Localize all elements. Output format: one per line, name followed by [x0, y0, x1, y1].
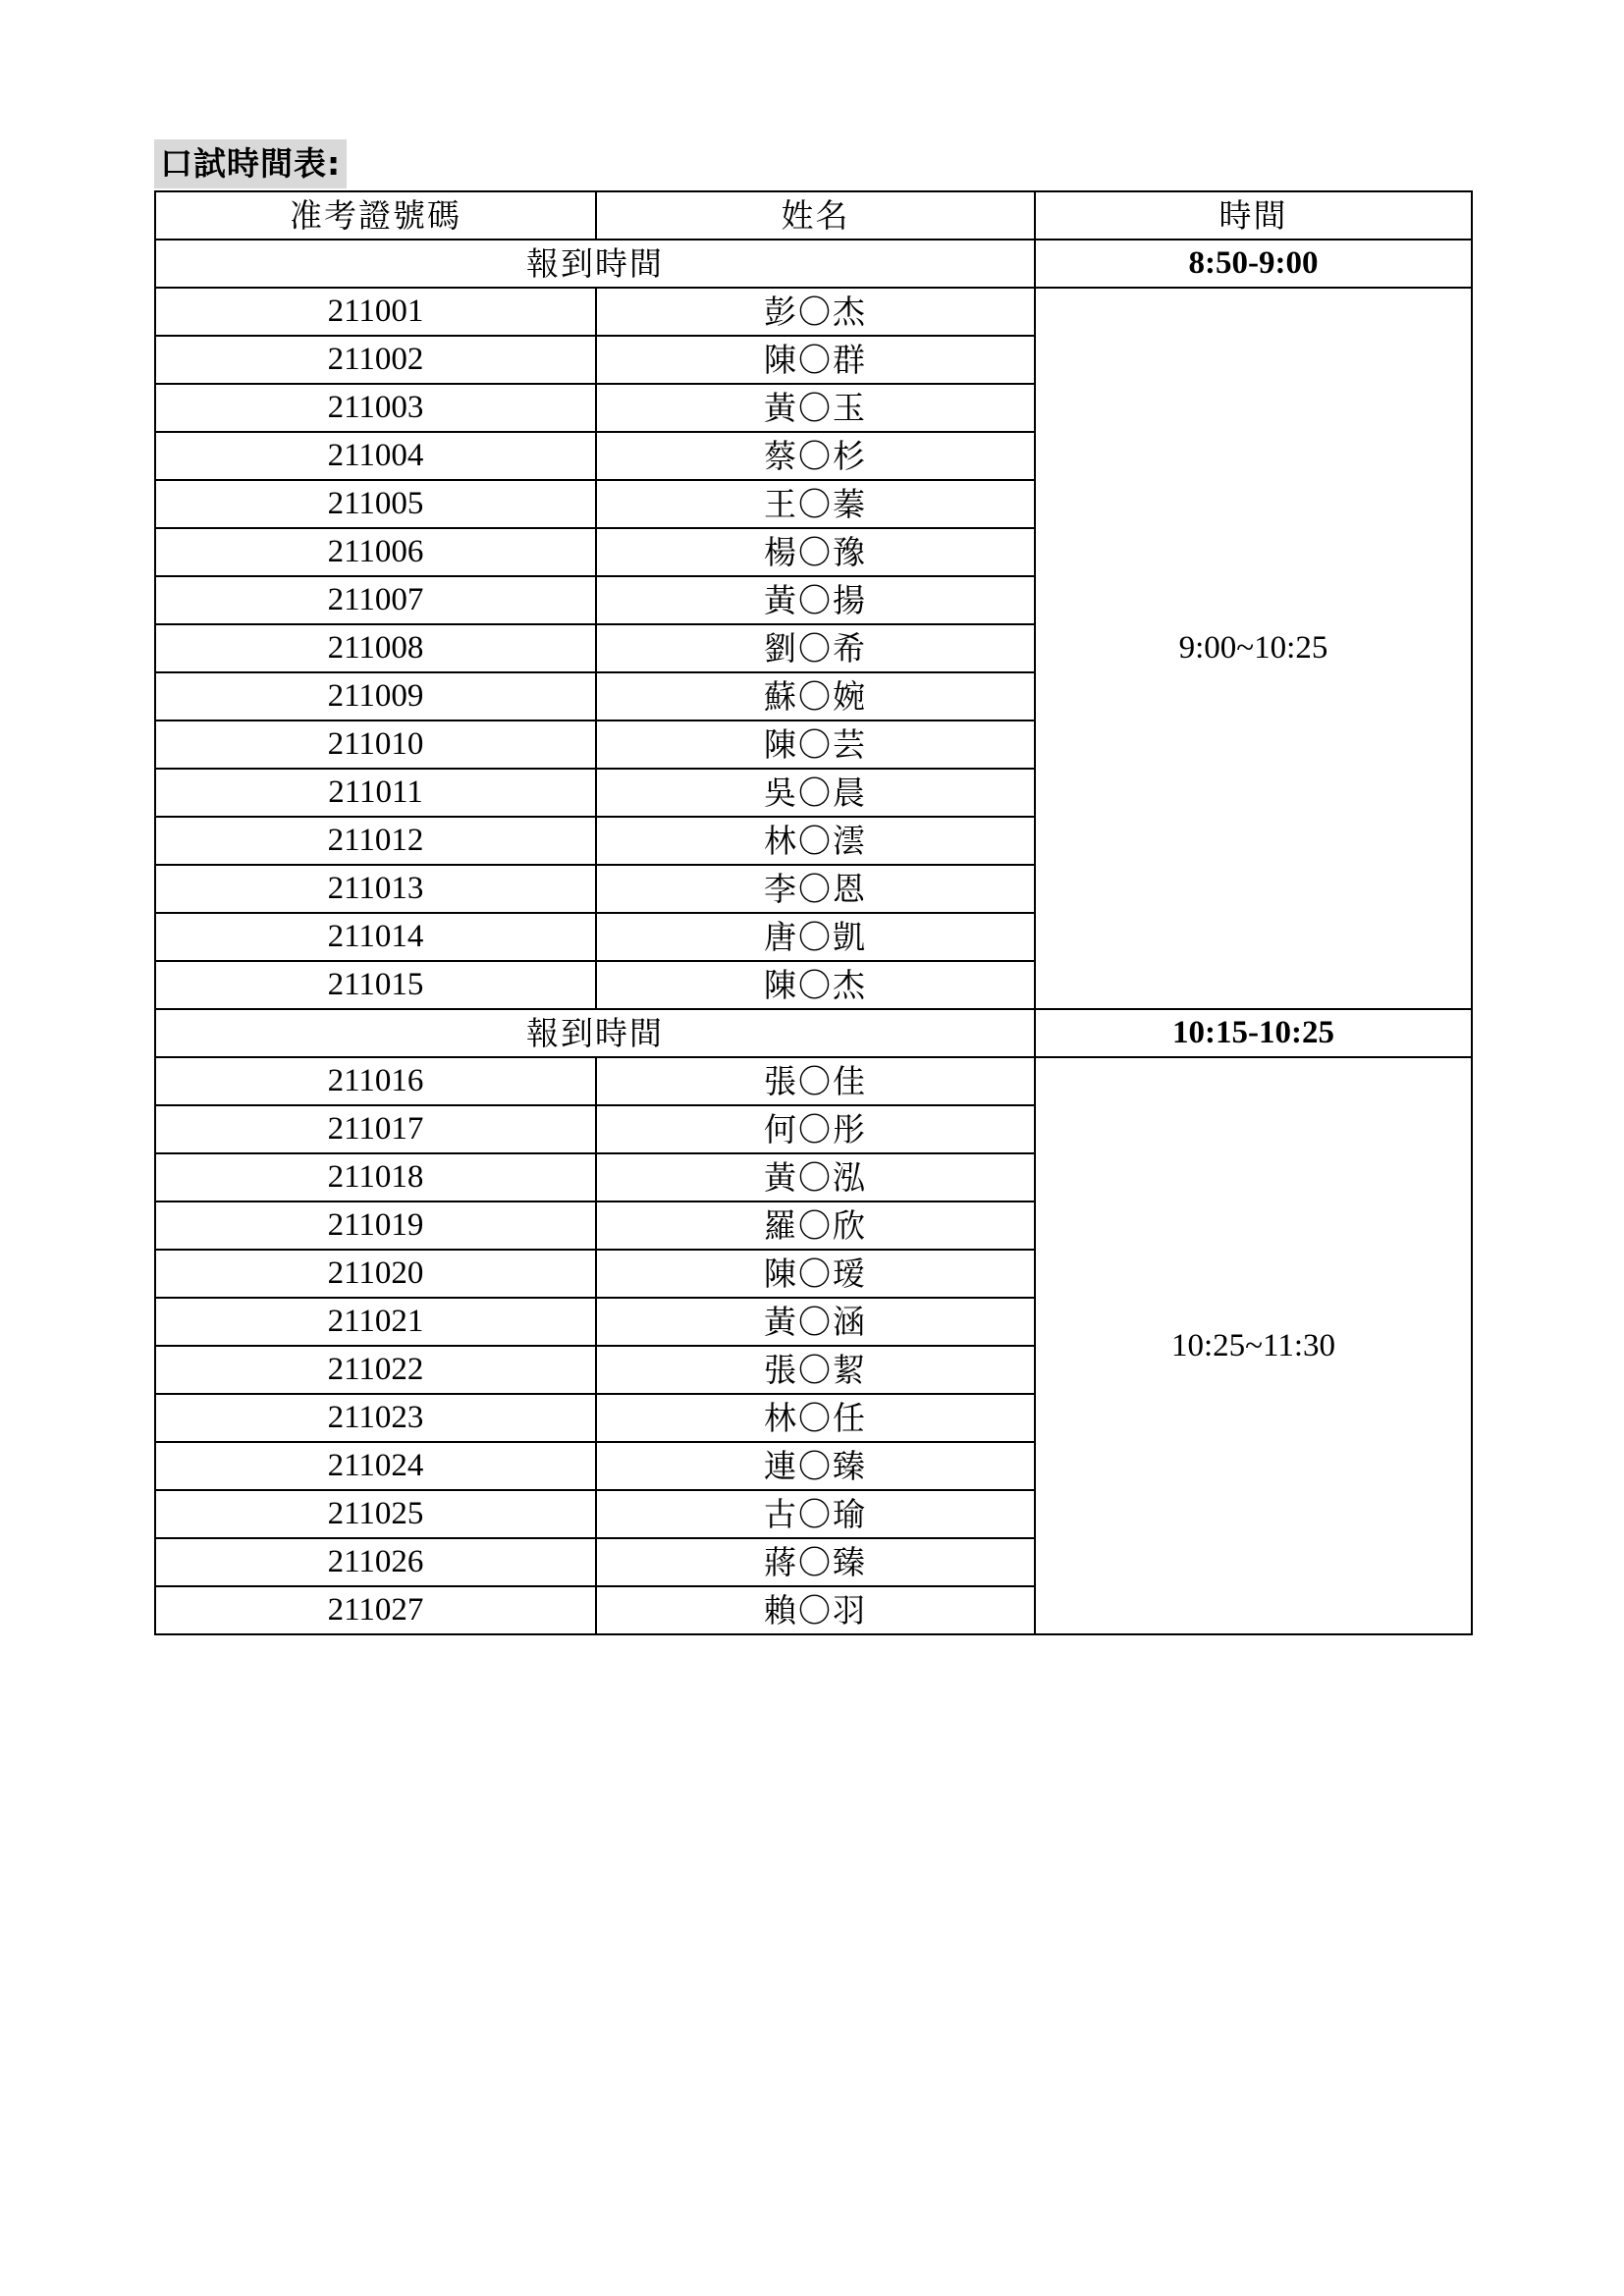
- candidate-name-cell: 蘇〇婉: [596, 672, 1035, 721]
- header-time: 時間: [1035, 191, 1472, 240]
- exam-id-cell: 211019: [155, 1201, 596, 1250]
- candidate-name-cell: 吳〇晨: [596, 769, 1035, 817]
- exam-id-cell: 211016: [155, 1057, 596, 1105]
- checkin-time: 10:15-10:25: [1035, 1009, 1472, 1057]
- exam-id-cell: 211007: [155, 576, 596, 624]
- exam-id-cell: 211027: [155, 1586, 596, 1634]
- exam-id-cell: 211005: [155, 480, 596, 528]
- candidate-name-cell: 蔣〇臻: [596, 1538, 1035, 1586]
- checkin-label: 報到時間: [155, 240, 1035, 288]
- header-name: 姓名: [596, 191, 1035, 240]
- exam-id-cell: 211020: [155, 1250, 596, 1298]
- candidate-name-cell: 陳〇群: [596, 336, 1035, 384]
- exam-id-cell: 211014: [155, 913, 596, 961]
- candidate-name-cell: 林〇澐: [596, 817, 1035, 865]
- exam-id-cell: 211012: [155, 817, 596, 865]
- table-header-row: [155, 191, 1472, 240]
- candidate-name-cell: 黃〇泓: [596, 1153, 1035, 1201]
- candidate-name-cell: 張〇佳: [596, 1057, 1035, 1105]
- exam-id-cell: 211006: [155, 528, 596, 576]
- exam-id-cell: 211009: [155, 672, 596, 721]
- candidate-name-cell: 彭〇杰: [596, 288, 1035, 336]
- candidate-name-cell: 蔡〇杉: [596, 432, 1035, 480]
- exam-time-range: 10:25~11:30: [1035, 1057, 1472, 1634]
- exam-id-cell: 211025: [155, 1490, 596, 1538]
- candidate-name-cell: 羅〇欣: [596, 1201, 1035, 1250]
- candidate-name-cell: 楊〇豫: [596, 528, 1035, 576]
- exam-id-cell: 211003: [155, 384, 596, 432]
- checkin-row: [155, 1009, 1472, 1057]
- exam-id-cell: 211026: [155, 1538, 596, 1586]
- checkin-time: 8:50-9:00: [1035, 240, 1472, 288]
- exam-time-range: 9:00~10:25: [1035, 288, 1472, 1009]
- candidate-name-cell: 張〇絜: [596, 1346, 1035, 1394]
- exam-id-cell: 211001: [155, 288, 596, 336]
- candidate-name-cell: 陳〇杰: [596, 961, 1035, 1009]
- exam-id-cell: 211013: [155, 865, 596, 913]
- candidate-name-cell: 陳〇瑷: [596, 1250, 1035, 1298]
- exam-id-cell: 211017: [155, 1105, 596, 1153]
- interview-schedule-table: [154, 190, 1473, 1635]
- document-title: 口試時間表:: [154, 139, 347, 188]
- candidate-name-cell: 李〇恩: [596, 865, 1035, 913]
- checkin-row: [155, 240, 1472, 288]
- exam-id-cell: 211002: [155, 336, 596, 384]
- candidate-name-cell: 黃〇涵: [596, 1298, 1035, 1346]
- exam-id-cell: 211022: [155, 1346, 596, 1394]
- candidate-name-cell: 連〇臻: [596, 1442, 1035, 1490]
- exam-id-cell: 211010: [155, 721, 596, 769]
- exam-id-cell: 211018: [155, 1153, 596, 1201]
- candidate-name-cell: 林〇任: [596, 1394, 1035, 1442]
- exam-id-cell: 211011: [155, 769, 596, 817]
- candidate-name-cell: 古〇瑜: [596, 1490, 1035, 1538]
- candidate-name-cell: 劉〇希: [596, 624, 1035, 672]
- candidate-name-cell: 王〇蓁: [596, 480, 1035, 528]
- exam-id-cell: 211021: [155, 1298, 596, 1346]
- table-row: [155, 1057, 1472, 1105]
- candidate-name-cell: 何〇彤: [596, 1105, 1035, 1153]
- exam-id-cell: 211004: [155, 432, 596, 480]
- exam-id-cell: 211015: [155, 961, 596, 1009]
- checkin-label: 報到時間: [155, 1009, 1035, 1057]
- candidate-name-cell: 唐〇凱: [596, 913, 1035, 961]
- candidate-name-cell: 賴〇羽: [596, 1586, 1035, 1634]
- table-row: [155, 288, 1472, 336]
- exam-id-cell: 211008: [155, 624, 596, 672]
- candidate-name-cell: 陳〇芸: [596, 721, 1035, 769]
- exam-id-cell: 211023: [155, 1394, 596, 1442]
- exam-id-cell: 211024: [155, 1442, 596, 1490]
- header-exam-id: 准考證號碼: [155, 191, 596, 240]
- candidate-name-cell: 黃〇揚: [596, 576, 1035, 624]
- candidate-name-cell: 黃〇玉: [596, 384, 1035, 432]
